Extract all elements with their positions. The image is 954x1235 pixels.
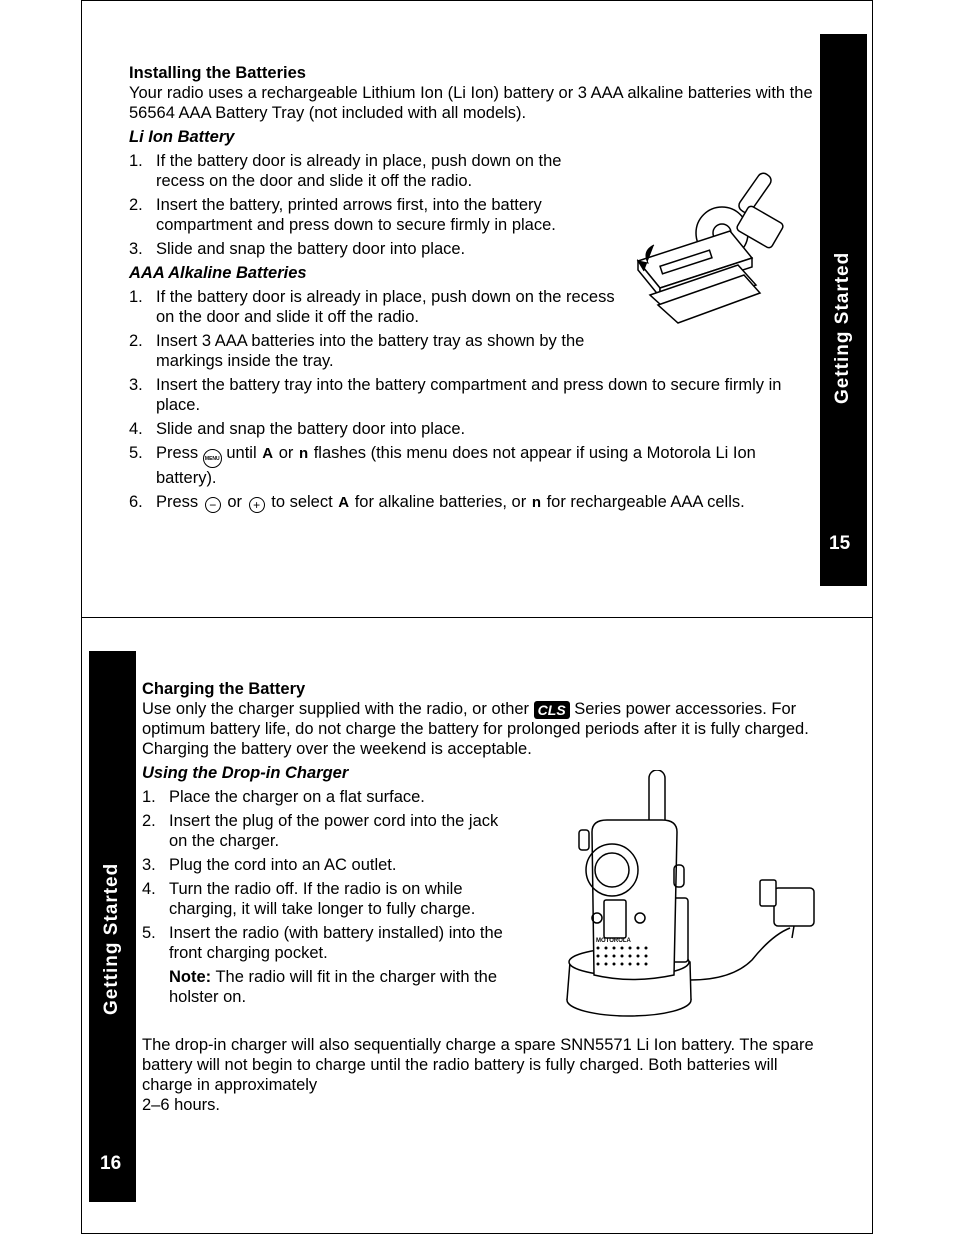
list-item: 2. Insert the battery, printed arrows first, into the battery compartment and press down to secure firmly in place. bbox=[129, 196, 556, 234]
drop-in-charger-illustration bbox=[562, 770, 832, 1020]
list-item: 3. Slide and snap the battery door into place. bbox=[129, 240, 466, 258]
display-glyph-n: n bbox=[298, 445, 309, 462]
list-item: 4. Slide and snap the battery door into place. bbox=[129, 420, 466, 438]
display-glyph-a: A bbox=[338, 494, 350, 511]
cls-series-logo: CLS bbox=[534, 701, 570, 719]
note: Note: The radio will fit in the charger with the holster on. bbox=[169, 968, 498, 1006]
list-item: 1. If the battery door is already in place, push down on the recess on the door and slide it off the radio. bbox=[129, 288, 615, 326]
intro-paragraph: Your radio uses a rechargeable Lithium Ion (Li Ion) battery or 3 AAA alkaline batteries with the 56564 AAA Battery Tray (not included with all models). bbox=[129, 84, 813, 122]
display-glyph-n: n bbox=[531, 494, 541, 511]
list-item: 6. Press − or + to select A for alkaline batteries, or n for rechargeable AAA cells. bbox=[129, 493, 745, 512]
closing-paragraph: The drop-in charger will also sequentially charge a spare SNN5571 Li Ion battery. The spare battery will not begin to charge until the radio battery is fully charged. Both batteries will charge in approximately 2–6 hours. bbox=[142, 1036, 814, 1114]
minus-button-icon: − bbox=[205, 497, 221, 513]
section-tab-label: Getting Started bbox=[101, 862, 122, 1015]
intro-paragraph: Use only the charger supplied with the radio, or other CLS Series power accessories. For optimum battery life, do not charge the battery for prolonged periods after it is fully charged. Charging the battery over the weekend is acceptable. bbox=[142, 700, 809, 758]
li-ion-steps bbox=[129, 151, 589, 259]
page-number: 16 bbox=[100, 1153, 122, 1174]
plus-button-icon: + bbox=[249, 497, 265, 513]
list-item: 3. Plug the cord into an AC outlet. bbox=[142, 856, 397, 874]
radio-brand-label: MOTOROLA bbox=[596, 938, 631, 944]
list-item: 2. Insert the plug of the power cord into the jack on the charger. bbox=[142, 812, 499, 850]
list-item: 1. Place the charger on a flat surface. bbox=[142, 788, 425, 806]
list-item: 5. Insert the radio (with battery installed) into the front charging pocket. bbox=[142, 924, 503, 962]
section-heading: Charging the Battery bbox=[142, 680, 306, 698]
aaa-subheading: AAA Alkaline Batteries bbox=[129, 264, 307, 282]
list-item: 5. Press MENU until A or n flashes (this menu does not appear if using a Motorola Li Ion battery). bbox=[129, 444, 756, 487]
display-glyph-a: A bbox=[262, 445, 274, 462]
list-item: 2. Insert 3 AAA batteries into the battery tray as shown by the markings inside the tray. bbox=[129, 332, 585, 370]
page-15 bbox=[81, 0, 873, 618]
section-tab bbox=[820, 34, 867, 586]
page-16 bbox=[81, 617, 873, 1234]
section-tab bbox=[89, 651, 136, 1202]
list-item: 4. Turn the radio off. If the radio is on while charging, it will take longer to fully charge. bbox=[142, 880, 476, 918]
menu-button-icon: MENU bbox=[203, 449, 222, 468]
page-number: 15 bbox=[829, 533, 851, 554]
li-ion-subheading: Li Ion Battery bbox=[129, 128, 235, 146]
charger-steps bbox=[142, 787, 517, 1007]
battery-install-illustration bbox=[630, 163, 798, 331]
drop-in-charger-subheading: Using the Drop-in Charger bbox=[142, 764, 349, 782]
list-item: 3. Insert the battery tray into the battery compartment and press down to secure firmly in place. bbox=[129, 376, 782, 414]
section-heading: Installing the Batteries bbox=[129, 64, 306, 82]
section-tab-label: Getting Started bbox=[832, 251, 853, 404]
list-item: 1. If the battery door is already in place, push down on the recess on the door and slide it off the radio. bbox=[129, 152, 562, 190]
